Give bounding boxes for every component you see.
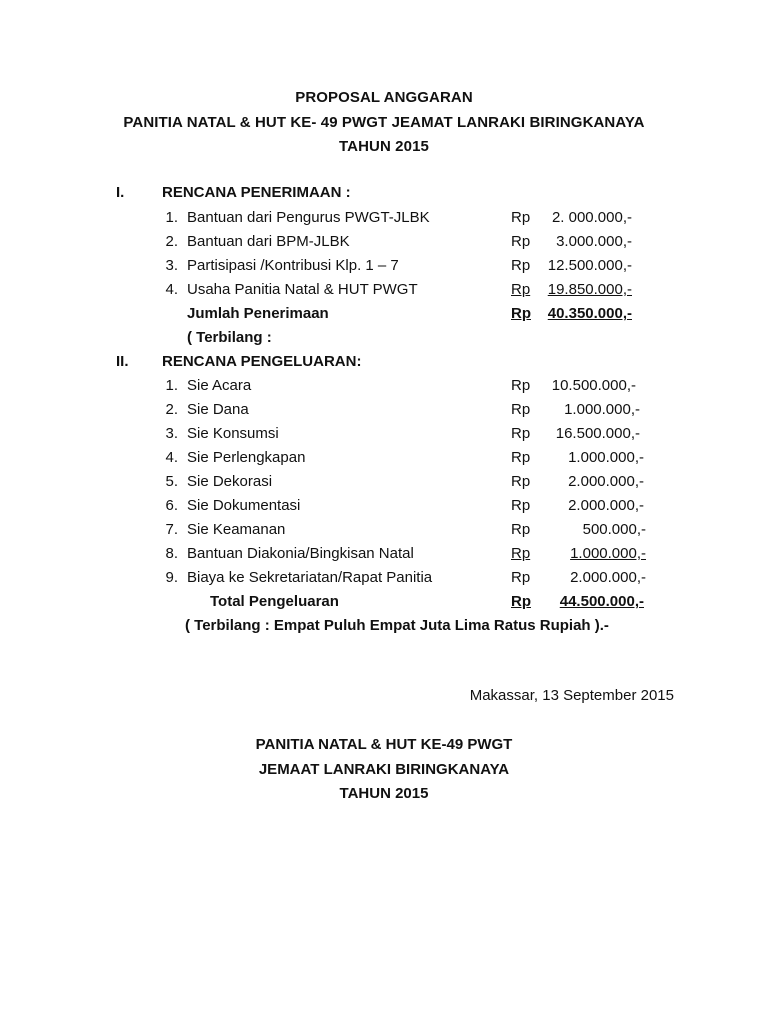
item-label: Bantuan Diakonia/Bingkisan Natal xyxy=(187,545,414,562)
item-label: Usaha Panitia Natal & HUT PWGT xyxy=(187,281,418,298)
item-currency: Rp xyxy=(511,281,531,298)
item-number: 7. xyxy=(165,521,178,538)
item-label: Bantuan dari Pengurus PWGT-JLBK xyxy=(187,209,430,226)
income-total-label: Jumlah Penerimaan xyxy=(187,305,329,322)
doc-title: PROPOSAL ANGGARAN xyxy=(295,89,473,106)
expense-total-label: Total Pengeluaran xyxy=(210,593,339,610)
item-currency: Rp xyxy=(511,569,531,586)
section2-heading: RENCANA PENGELUARAN: xyxy=(162,353,362,370)
item-number: 1. xyxy=(165,377,178,394)
item-currency: Rp xyxy=(511,377,531,394)
item-amount: 2.000.000,- xyxy=(568,473,644,490)
item-label: Partisipasi /Kontribusi Klp. 1 – 7 xyxy=(187,257,399,274)
item-label: Sie Konsumsi xyxy=(187,425,279,442)
item-label: Biaya ke Sekretariatan/Rapat Panitia xyxy=(187,569,433,586)
item-number: 9. xyxy=(165,569,178,586)
item-amount: 3.000.000,- xyxy=(556,233,632,250)
income-total-currency: Rp xyxy=(511,305,531,322)
item-currency: Rp xyxy=(511,473,531,490)
item-amount: 2.000.000,- xyxy=(568,497,644,514)
item-number: 3. xyxy=(165,425,178,442)
expense-terbilang: ( Terbilang : Empat Puluh Empat Juta Lima Ratus Rupiah ).- xyxy=(185,617,609,634)
item-number: 3. xyxy=(165,257,178,274)
item-amount: 10.500.000,- xyxy=(551,377,636,394)
section1-numeral: I. xyxy=(116,184,125,201)
item-amount: 19.850.000,- xyxy=(547,281,632,298)
item-amount: 1.000.000,- xyxy=(564,401,640,418)
signature-line3: TAHUN 2015 xyxy=(339,785,429,802)
income-total-amount: 40.350.000,- xyxy=(547,305,632,322)
expense-total-amount: 44.500.000,- xyxy=(559,593,644,610)
item-currency: Rp xyxy=(511,233,531,250)
item-number: 2. xyxy=(165,401,178,418)
item-currency: Rp xyxy=(511,545,531,562)
item-currency: Rp xyxy=(511,521,531,538)
item-number: 4. xyxy=(165,281,178,298)
item-currency: Rp xyxy=(511,401,531,418)
item-number: 2. xyxy=(165,233,178,250)
item-currency: Rp xyxy=(511,425,531,442)
income-terbilang: ( Terbilang : xyxy=(187,329,272,346)
item-amount: 12.500.000,- xyxy=(547,257,632,274)
item-number: 4. xyxy=(165,449,178,466)
item-amount: 2. 000.000,- xyxy=(551,209,632,226)
item-amount: 500.000,- xyxy=(582,521,646,538)
item-label: Sie Dana xyxy=(187,401,249,418)
signature-line2: JEMAAT LANRAKI BIRINGKANAYA xyxy=(258,761,510,778)
expense-total-currency: Rp xyxy=(511,593,531,610)
place-date: Makassar, 13 September 2015 xyxy=(469,687,674,704)
item-number: 5. xyxy=(165,473,178,490)
item-label: Sie Dokumentasi xyxy=(187,497,301,514)
item-amount: 1.000.000,- xyxy=(568,449,644,466)
item-currency: Rp xyxy=(511,257,531,274)
item-currency: Rp xyxy=(511,497,531,514)
item-currency: Rp xyxy=(511,209,531,226)
item-label: Sie Acara xyxy=(187,377,252,394)
doc-year: TAHUN 2015 xyxy=(339,138,429,155)
item-label: Sie Dekorasi xyxy=(187,473,273,490)
section1-heading: RENCANA PENERIMAAN : xyxy=(162,184,351,201)
item-label: Sie Perlengkapan xyxy=(187,449,306,466)
item-amount: 2.000.000,- xyxy=(570,569,646,586)
signature-line1: PANITIA NATAL & HUT KE-49 PWGT xyxy=(255,736,513,753)
doc-subtitle: PANITIA NATAL & HUT KE- 49 PWGT JEAMAT LANRAKI BIRINGKANAYA xyxy=(123,114,645,131)
item-label: Sie Keamanan xyxy=(187,521,286,538)
item-amount: 1.000.000,- xyxy=(570,545,646,562)
item-amount: 16.500.000,- xyxy=(555,425,640,442)
item-number: 6. xyxy=(165,497,178,514)
section2-numeral: II. xyxy=(116,353,129,370)
item-number: 1. xyxy=(165,209,178,226)
item-number: 8. xyxy=(165,545,178,562)
item-label: Bantuan dari BPM-JLBK xyxy=(187,233,350,250)
item-currency: Rp xyxy=(511,449,531,466)
